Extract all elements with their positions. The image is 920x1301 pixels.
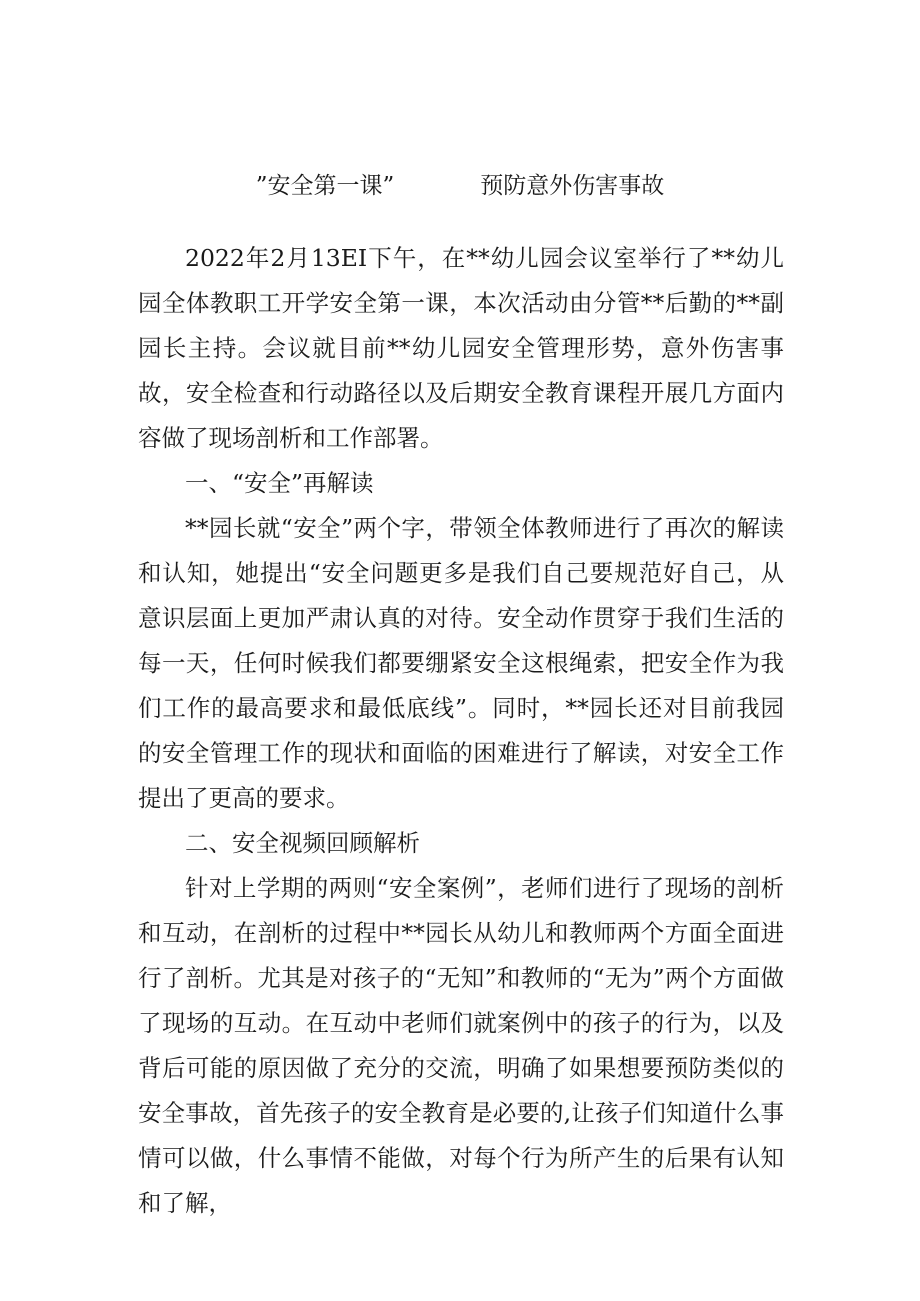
- paragraph-section-2: 针对上学期的两则“安全案例”，老师们进行了现场的剖析和互动，在剖析的过程中**园长从幼儿和教师两个方面全面进行了剖析。尤其是对孩子的“无知”和教师的“无为”两个方面做了现场的互动。在互动中老师们就案例中的孩子的行为，以及背后可能的原因做了充分的交流，明确了如果想要预防类似的安全事故，首先孩子的安全教育是必要的,让孩子们知道什么事情可以做，什么事情不能做，对每个行为所产生的后果有认知和了解，: [138, 874, 784, 1217]
- title-part-1: ”安全第一课”: [255, 173, 395, 199]
- paragraph-intro: 2022年2月13EI下午，在**幼儿园会议室举行了**幼儿园全体教职工开学安全第一课，本次活动由分管**后勤的**副园长主持。会议就目前**幼儿园安全管理形势，意外伤害事故，安全检查和行动路径以及后期安全教育课程开展几方面内容做了现场剖析和工作部署。: [138, 244, 784, 452]
- document-body: [138, 236, 784, 1226]
- document-title: [0, 168, 920, 204]
- section-heading-1: 一、“安全”再解读: [185, 469, 374, 497]
- section-heading-2: 二、安全视频回顾解析: [185, 829, 420, 857]
- title-part-2: 预防意外伤害事故: [480, 173, 665, 199]
- paragraph-section-1: **园长就“安全”两个字，带领全体教师进行了再次的解读和认知，她提出“安全问题更多是我们自己要规范好自己，从意识层面上更加严肃认真的对待。安全动作贯穿于我们生活的每一天，任何时候我们都要绷紧安全这根绳索，把安全作为我们工作的最高要求和最低底线”。同时，**园长还对目前我园的安全管理工作的现状和面临的困难进行了解读，对安全工作提出了更高的要求。: [138, 514, 784, 812]
